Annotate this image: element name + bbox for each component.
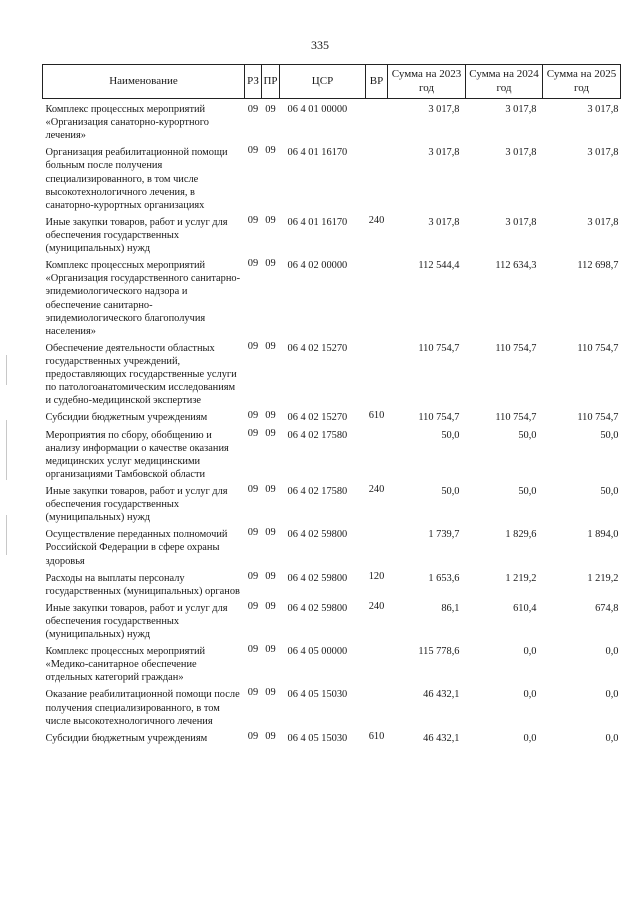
header-sum-2024: Сумма на 2024 год [466, 65, 543, 99]
row-vr [366, 99, 388, 145]
table-row [43, 340, 621, 410]
row-sum-2023: 110 754,7 [418, 342, 460, 354]
row-pr: 09 [265, 527, 276, 539]
header-rz: РЗ [245, 65, 262, 99]
table-row [43, 144, 621, 214]
row-sum-2024: 110 754,7 [495, 412, 537, 424]
row-pr: 09 [265, 410, 276, 422]
row-sum-2024: 0,0 [523, 732, 537, 744]
row-rz: 09 [247, 730, 259, 742]
row-rz: 09 [247, 340, 259, 352]
row-sum-2023: 1 653,6 [428, 572, 460, 584]
row-sum-2024: 50,0 [518, 485, 537, 497]
row-sum-2023: 110 754,7 [418, 412, 460, 424]
row-rz: 09 [247, 427, 259, 439]
row-vr: 120 [368, 570, 385, 582]
table-row [43, 526, 621, 569]
table-row [43, 427, 621, 483]
row-csr: 06 4 02 59800 [287, 602, 348, 614]
row-name: Осуществление переданных полномочий Российской Федерации в сфере охраны здоровья [45, 529, 228, 567]
row-pr: 09 [265, 687, 276, 699]
row-sum-2024: 112 634,3 [495, 260, 537, 272]
row-pr: 09 [265, 600, 276, 612]
row-sum-2025: 3 017,8 [587, 104, 619, 115]
row-pr: 09 [265, 644, 276, 656]
row-rz: 09 [247, 600, 259, 612]
row-pr: 09 [265, 258, 276, 270]
row-sum-2023: 46 432,1 [423, 732, 460, 744]
row-sum-2025: 3 017,8 [587, 147, 619, 159]
row-sum-2025: 0,0 [605, 732, 619, 744]
row-name: Обеспечение деятельности областных государственных учреждений, предоставляющих государственные услуги по патологоанатомическим исследованиям и судебно-медицинской экспертизе [45, 342, 237, 407]
row-sum-2025: 1 894,0 [587, 529, 619, 541]
table-row [43, 257, 621, 340]
row-name: Субсидии бюджетным учреждениям [45, 412, 208, 424]
header-sum-2023: Сумма на 2023 год [388, 65, 466, 99]
row-sum-2024: 3 017,8 [505, 216, 537, 228]
row-pr: 09 [265, 570, 276, 582]
row-sum-2023: 86,1 [441, 602, 460, 614]
scan-edge-mark [6, 355, 7, 385]
row-csr: 06 4 02 59800 [287, 572, 348, 584]
row-name: Иные закупки товаров, работ и услуг для обеспечения государственных (муниципальных) нужд [45, 602, 228, 641]
row-sum-2024: 3 017,8 [505, 104, 537, 115]
row-sum-2024: 50,0 [518, 429, 537, 441]
row-name: Расходы на выплаты персоналу государственных (муниципальных) органов [45, 572, 240, 597]
row-csr: 06 4 01 16170 [287, 216, 348, 228]
row-csr: 06 4 02 17580 [287, 429, 348, 441]
row-sum-2025: 674,8 [595, 602, 619, 614]
row-sum-2023: 3 017,8 [428, 104, 460, 115]
row-sum-2024: 1 219,2 [505, 572, 537, 584]
row-sum-2024: 1 829,6 [505, 529, 537, 541]
row-rz: 09 [247, 145, 259, 157]
header-name: Наименование [43, 65, 245, 99]
table-row [43, 99, 621, 145]
row-sum-2024: 3 017,8 [505, 147, 537, 159]
row-rz: 09 [247, 104, 259, 115]
row-csr: 06 4 01 16170 [287, 147, 348, 159]
row-rz: 09 [247, 483, 259, 495]
row-sum-2024: 0,0 [523, 689, 537, 701]
row-name: Комплекс процессных мероприятий «Организация государственного санитарно-эпидемиологического надзора и обеспечение санитарно-эпидемиологического благополучия населения» [45, 260, 241, 337]
page-number: 335 [311, 38, 329, 52]
table-row [43, 409, 621, 426]
row-sum-2023: 46 432,1 [423, 689, 460, 701]
row-pr: 09 [265, 730, 276, 742]
row-name: Комплекс процессных мероприятий «Медико-санитарное обеспечение отдельных категорий граждан» [45, 646, 206, 684]
row-vr [366, 144, 388, 214]
row-sum-2023: 112 544,4 [418, 260, 460, 272]
row-sum-2023: 50,0 [441, 429, 460, 441]
row-csr: 06 4 01 00000 [287, 104, 348, 115]
row-csr: 06 4 02 00000 [287, 260, 348, 272]
row-pr: 09 [265, 340, 276, 352]
row-vr [366, 340, 388, 410]
row-name: Мероприятия по сбору, обобщению и анализу информации о качестве оказания медицинских услуг медицинскими организациями Тамбовской области [45, 429, 229, 480]
row-sum-2025: 1 219,2 [587, 572, 619, 584]
row-vr [366, 526, 388, 569]
table-header-row [43, 65, 621, 99]
row-csr: 06 4 05 15030 [287, 732, 348, 744]
row-sum-2025: 3 017,8 [587, 216, 619, 228]
row-rz: 09 [247, 687, 259, 699]
row-sum-2024: 610,4 [513, 602, 537, 614]
header-vr: ВР [366, 65, 388, 99]
table-row [43, 483, 621, 526]
row-sum-2023: 3 017,8 [428, 147, 460, 159]
row-pr: 09 [265, 427, 276, 439]
budget-table [42, 64, 621, 747]
table-row [43, 214, 621, 257]
row-vr [366, 686, 388, 729]
row-vr: 240 [368, 600, 385, 612]
row-vr: 610 [368, 730, 385, 742]
row-rz: 09 [247, 644, 259, 656]
row-vr [366, 427, 388, 483]
table-row [43, 643, 621, 686]
row-sum-2023: 50,0 [441, 485, 460, 497]
row-sum-2025: 50,0 [600, 429, 619, 441]
row-sum-2025: 110 754,7 [577, 342, 619, 354]
row-sum-2025: 50,0 [600, 485, 619, 497]
row-name: Оказание реабилитационной помощи после получения специализированного, в том числе высокотехнологичного лечения [45, 689, 240, 727]
row-sum-2025: 112 698,7 [577, 260, 619, 272]
row-vr: 240 [368, 483, 385, 495]
row-sum-2023: 1 739,7 [428, 529, 460, 541]
row-rz: 09 [247, 570, 259, 582]
row-csr: 06 4 05 15030 [287, 689, 348, 701]
row-rz: 09 [247, 214, 259, 226]
row-name: Иные закупки товаров, работ и услуг для обеспечения государственных (муниципальных) нужд [45, 216, 228, 255]
row-name: Комплекс процессных мероприятий «Организация санаторно-курортного лечения» [45, 104, 209, 142]
row-sum-2023: 3 017,8 [428, 216, 460, 228]
header-sum-2025: Сумма на 2025 год [543, 65, 621, 99]
row-name: Организация реабилитационной помощи больным после получения специализированного, в том числе высокотехнологичного лечения, в санаторно-курортных организациях [45, 147, 228, 211]
row-pr: 09 [265, 104, 276, 115]
row-sum-2025: 0,0 [605, 646, 619, 658]
row-sum-2023: 115 778,6 [418, 646, 460, 658]
table-row [43, 600, 621, 643]
row-sum-2024: 0,0 [523, 646, 537, 658]
row-csr: 06 4 02 17580 [287, 485, 348, 497]
table-row [43, 730, 621, 747]
row-csr: 06 4 02 15270 [287, 412, 348, 424]
row-rz: 09 [247, 527, 259, 539]
header-csr: ЦСР [280, 65, 366, 99]
row-pr: 09 [265, 145, 276, 157]
row-sum-2024: 110 754,7 [495, 342, 537, 354]
row-sum-2025: 0,0 [605, 689, 619, 701]
header-pr: ПР [262, 65, 280, 99]
row-rz: 09 [247, 410, 259, 422]
row-pr: 09 [265, 214, 276, 226]
row-csr: 06 4 02 59800 [287, 529, 348, 541]
row-vr [366, 257, 388, 340]
row-rz: 09 [247, 258, 259, 270]
row-csr: 06 4 05 00000 [287, 646, 348, 658]
table-row [43, 686, 621, 729]
row-vr: 610 [368, 410, 385, 422]
table-row [43, 570, 621, 600]
scan-edge-mark [6, 420, 7, 480]
row-csr: 06 4 02 15270 [287, 342, 348, 354]
row-name: Иные закупки товаров, работ и услуг для обеспечения государственных (муниципальных) нужд [45, 485, 228, 524]
table-body [43, 99, 621, 747]
row-pr: 09 [265, 483, 276, 495]
row-vr [366, 643, 388, 686]
row-sum-2025: 110 754,7 [577, 412, 619, 424]
row-vr: 240 [368, 214, 385, 226]
scan-edge-mark [6, 515, 7, 555]
row-name: Субсидии бюджетным учреждениям [45, 732, 208, 744]
